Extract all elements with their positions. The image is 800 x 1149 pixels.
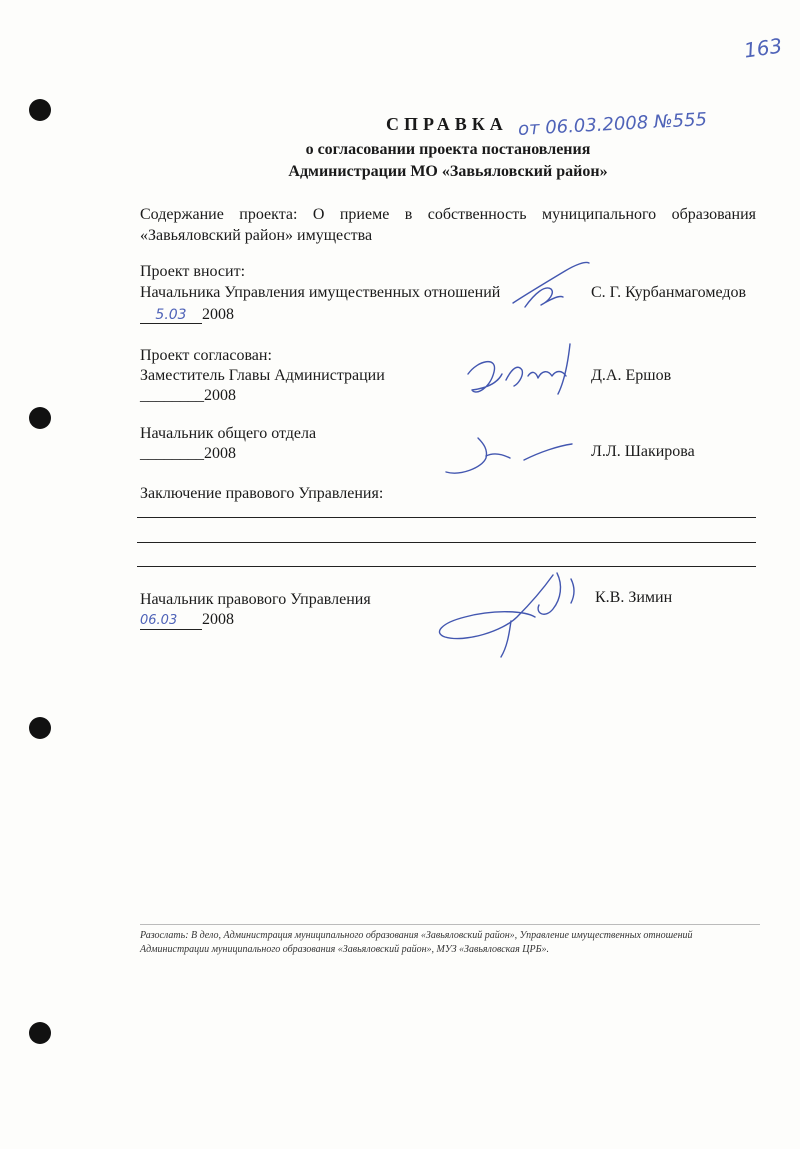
content-text: О приеме в собственность муниципального образования «Завьяловский район» имущества [140,206,757,244]
year-2: 2008 [204,387,236,404]
document-title: СПРАВКА [386,114,508,134]
handwritten-title-note: от 06.03.2008 №555 [517,109,708,140]
handwritten-date-1: 5.03 [140,307,202,324]
handwritten-date-4: 06.03 [140,613,202,630]
document-subtitle-2: Администрации МО «Завьяловский район» [288,163,608,180]
conclusion-line-2 [137,542,756,543]
approver-2-date [140,444,236,464]
submitter-position: Начальника Управления имущественных отношений [140,284,501,301]
year-3: 2008 [204,445,236,462]
approver-1-position: Заместитель Главы Администрации [140,367,385,384]
blank-date-2: ________ [140,387,204,404]
distribution-line-1: Разослать: В дело, Администрация муниципального образования «Завьяловский район», Управление имущественных отношений [140,930,693,941]
legal-head-position: Начальник правового Управления [140,591,371,608]
submitter-date [140,305,234,325]
punch-hole-1 [29,99,51,121]
punch-hole-2 [29,407,51,429]
approver-1-name: Д.А. Ершов [591,367,672,384]
blank-date-3: ________ [140,445,204,462]
document-subtitle-1: о согласовании проекта постановления [305,141,591,158]
submitter-name: С. Г. Курбанмагомедов [591,284,747,301]
approver-1-date [140,386,236,406]
legal-conclusion-label: Заключение правового Управления: [140,485,384,502]
year-1: 2008 [202,306,234,323]
punch-hole-3 [29,717,51,739]
signature-zimin [425,565,595,665]
approved-label: Проект согласован: [140,347,272,364]
project-content [140,204,756,246]
conclusion-line-1 [137,517,756,518]
title-row [386,109,708,140]
approver-2-name: Л.Л. Шакирова [591,443,695,460]
punch-hole-4 [29,1022,51,1044]
approver-2-position: Начальник общего отдела [140,425,317,442]
signature-shakirova [440,428,580,488]
legal-head-date [140,610,234,630]
footer-separator [140,924,760,925]
year-4: 2008 [202,611,234,628]
content-label: Содержание проекта: [140,206,298,223]
distribution-line-2: Администрации муниципального образования «Завьяловский район», МУЗ «Завьяловская ЦРБ». [140,944,549,955]
submitted-by-label: Проект вносит: [140,263,246,280]
legal-head-name: К.В. Зимин [595,589,673,606]
handwritten-page-number: 163 [742,33,784,63]
signature-ershov [458,332,588,412]
signature-kurbanmagomedov [505,255,595,315]
